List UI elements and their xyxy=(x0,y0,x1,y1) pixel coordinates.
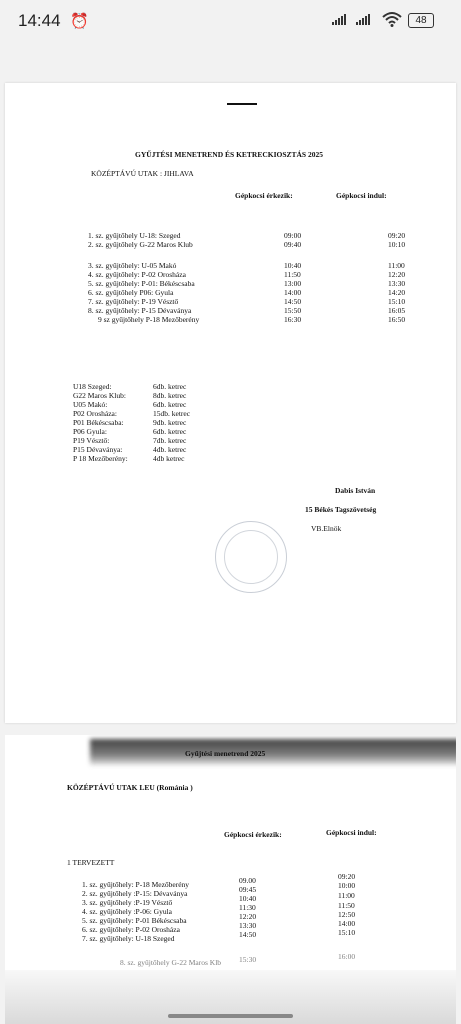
row-arrive: 14:50 xyxy=(239,930,257,939)
row-depart: 09:20 xyxy=(338,872,356,881)
row-arrive: 09:00 xyxy=(284,231,302,240)
scan-smudge xyxy=(90,739,456,765)
row-depart: 16:50 xyxy=(388,315,406,324)
row-arrive: 15:30 xyxy=(239,955,257,964)
cage-count: 15db. ketrec xyxy=(153,409,191,418)
row-arrive: 10:40 xyxy=(284,261,302,270)
row-depart: 11:00 xyxy=(338,891,355,900)
row-location: 5. sz. gyűjtőhely: P-01: Békéscsaba xyxy=(88,279,195,288)
doc2-title: Gyűjtési menetrend 2025 xyxy=(185,749,266,758)
row-depart: 16:05 xyxy=(388,306,406,315)
row-depart: 16:00 xyxy=(338,952,356,961)
row-depart: 11:50 xyxy=(338,901,355,910)
row-arrive: 09:45 xyxy=(239,885,257,894)
cage-count: 8db. ketrec xyxy=(153,391,187,400)
stamp-seal xyxy=(215,521,287,593)
row-arrive: 14:00 xyxy=(284,288,302,297)
doc2-section: 1 TERVEZETT xyxy=(67,858,115,867)
row-depart: 14:00 xyxy=(338,919,356,928)
cage-count: 9db. ketrec xyxy=(153,418,187,427)
row-depart: 15:10 xyxy=(338,928,356,937)
alarm-icon: ⏰ xyxy=(70,13,89,30)
cage-count: 7db. ketrec xyxy=(153,436,187,445)
status-bar xyxy=(0,0,461,44)
doc1-col-depart: Gépkocsi indul: xyxy=(336,191,387,200)
cage-count: 6db. ketrec xyxy=(153,382,187,391)
cage-place: U05 Makó: xyxy=(73,400,108,409)
doc2-subtitle: KÖZÉPTÁVÚ UTAK LEU (Románia ) xyxy=(67,783,193,792)
row-location: 6. sz. gyűjtőhely: P-02 Orosháza xyxy=(82,925,180,934)
doc2-col-arrive: Gépkocsi érkezik: xyxy=(224,830,282,839)
wifi-icon xyxy=(382,11,402,27)
doc1-col-arrive: Gépkocsi érkezik: xyxy=(235,191,293,200)
row-arrive: 12:20 xyxy=(239,912,257,921)
cage-count: 4db ketrec xyxy=(153,454,185,463)
cage-place: G22 Maros Klub: xyxy=(73,391,126,400)
row-arrive: 15:50 xyxy=(284,306,302,315)
cage-count: 4db. ketrec xyxy=(153,445,187,454)
doc1-subtitle: KÖZÉPTÁVÚ UTAK : JIHLAVA xyxy=(91,169,194,178)
signer-role: VB.Elnök xyxy=(311,524,342,533)
cage-place: P 18 Mezőberény: xyxy=(73,454,128,463)
doc2-col-depart: Gépkocsi indul: xyxy=(326,828,377,837)
row-location: 4. sz. gyűjtőhely :P-06: Gyula xyxy=(82,907,172,916)
row-arrive: 10:40 xyxy=(239,894,257,903)
signal-icon xyxy=(332,14,346,25)
row-arrive: 09.00 xyxy=(239,876,256,885)
cage-place: U18 Szeged: xyxy=(73,382,112,391)
doc1-title: GYŰJTÉSI MENETREND ÉS KETRECKIOSZTÁS 2025 xyxy=(135,150,323,159)
cage-place: P06 Gyula: xyxy=(73,427,107,436)
row-depart: 11:00 xyxy=(388,261,405,270)
signer-name: Dabis István xyxy=(335,486,376,495)
row-arrive: 14:50 xyxy=(284,297,302,306)
row-location: 8. sz. gyűjtőhely: P-15 Dévaványa xyxy=(88,306,192,315)
row-location: 6. sz. gyűjtőhely P06: Gyula xyxy=(88,288,174,297)
row-arrive: 11:30 xyxy=(239,903,256,912)
row-location: 2. sz. gyűjtőhely G-22 Maros Klub xyxy=(88,240,193,249)
cage-place: P01 Békéscsaba: xyxy=(73,418,124,427)
row-location: 1. sz. gyűjtőhely U-18: Szeged xyxy=(88,231,181,240)
row-depart: 10:10 xyxy=(388,240,406,249)
document-page-2 xyxy=(5,735,456,1024)
home-indicator[interactable] xyxy=(168,1014,293,1018)
cage-place: P19 Vésztő: xyxy=(73,436,110,445)
clock: 14:44 xyxy=(18,11,61,30)
row-location: 9 sz gyűjtőhely P-18 Mezőberény xyxy=(98,315,200,324)
row-depart: 10:00 xyxy=(338,881,356,890)
cage-count: 6db. ketrec xyxy=(153,400,187,409)
row-arrive: 16:30 xyxy=(284,315,302,324)
row-location: 8. sz. gyűjtőhely G-22 Maros Klb xyxy=(120,958,222,967)
document-page-1 xyxy=(5,83,456,723)
header-mark xyxy=(227,103,257,105)
signal-icon-2 xyxy=(356,14,370,25)
row-location: 3. sz. gyűjtőhely: U-05 Makó xyxy=(88,261,177,270)
signer-org: 15 Békés Tagszövetség xyxy=(305,505,377,514)
row-arrive: 11:50 xyxy=(284,270,301,279)
cage-place: P15 Dévaványa: xyxy=(73,445,123,454)
row-depart: 14:20 xyxy=(388,288,406,297)
row-location: 1. sz. gyűjtőhely: P-18 Mezőberény xyxy=(82,880,190,889)
row-arrive: 13:30 xyxy=(239,921,257,930)
row-depart: 09:20 xyxy=(388,231,406,240)
row-location: 4. sz. gyűjtőhely: P-02 Orosháza xyxy=(88,270,186,279)
row-location: 7. sz. gyűjtőhely: U-18 Szeged xyxy=(82,934,175,943)
battery-icon: 48 xyxy=(408,13,434,28)
row-location: 7. sz. gyűjtőhely: P-19 Vésztő xyxy=(88,297,179,306)
row-depart: 12:50 xyxy=(338,910,356,919)
row-depart: 12:20 xyxy=(388,270,406,279)
row-arrive: 13:00 xyxy=(284,279,302,288)
row-depart: 13:30 xyxy=(388,279,406,288)
row-arrive: 09:40 xyxy=(284,240,302,249)
row-location: 3. sz. gyűjtőhely :P-19 Vésztő xyxy=(82,898,173,907)
cage-place: P02 Orosháza: xyxy=(73,409,117,418)
row-location: 5. sz. gyűjtőhely: P-01 Békéscsaba xyxy=(82,916,187,925)
row-depart: 15:10 xyxy=(388,297,406,306)
cage-count: 6db. ketrec xyxy=(153,427,187,436)
row-location: 2. sz. gyűjtőhely :P-15: Dévaványa xyxy=(82,889,188,898)
